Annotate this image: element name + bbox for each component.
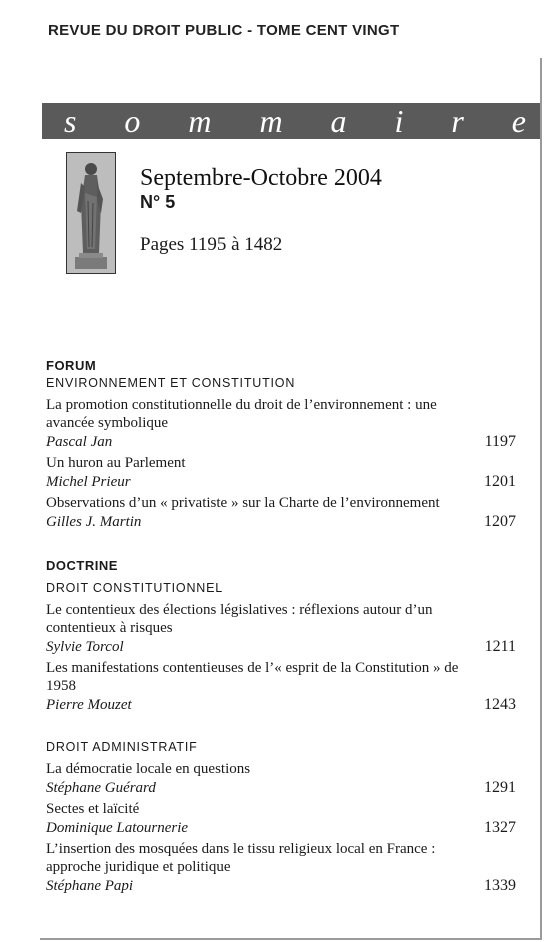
entry-meta — [46, 432, 516, 452]
entry-title: Le contentieux des élections législatives : réflexions autour d’un contentieux à risques — [46, 602, 433, 636]
entry-page: 1243 — [484, 696, 516, 713]
subsection-droit-administratif — [46, 739, 516, 896]
entry-meta — [46, 512, 516, 532]
entry-author: Sylvie Torcol — [46, 639, 124, 655]
issue-number: N° 5 — [140, 192, 176, 212]
entry-page: 1201 — [484, 473, 516, 490]
toc-entry[interactable] — [46, 601, 516, 657]
toc-entry[interactable] — [46, 840, 516, 896]
entry-title: L’insertion des mosquées dans le tissu religieux local en France : approche juridique et politique — [46, 841, 436, 875]
subsection-title: ENVIRONNEMENT ET CONSTITUTION — [46, 376, 296, 390]
entry-author: Dominique Latournerie — [46, 820, 189, 836]
entry-author: Stéphane Guérard — [46, 780, 156, 796]
banner-letter: o — [124, 103, 141, 139]
entry-title: Les manifestations contentieuses de l’« esprit de la Constitution » de 1958 — [46, 660, 459, 694]
entry-meta — [46, 695, 516, 715]
section-title: DOCTRINE — [46, 558, 118, 573]
entry-meta — [46, 778, 516, 798]
banner-letter: m — [188, 103, 212, 139]
entry-meta — [46, 876, 516, 896]
entry-page: 1339 — [484, 877, 516, 894]
entry-author: Pierre Mouzet — [46, 697, 132, 713]
banner-letter: s — [64, 103, 77, 139]
entry-meta — [46, 472, 516, 492]
banner-letter: m — [259, 103, 283, 139]
table-of-contents — [46, 358, 516, 922]
toc-entry[interactable] — [46, 659, 516, 715]
toc-entry[interactable] — [46, 760, 516, 798]
issue-pages: Pages 1195 à 1482 — [140, 234, 283, 255]
banner-letter: i — [394, 103, 404, 139]
entry-author: Gilles J. Martin — [46, 514, 142, 530]
statue-illustration — [66, 152, 116, 274]
subsection-title: DROIT CONSTITUTIONNEL — [46, 581, 223, 595]
subsection-title: DROIT ADMINISTRATIF — [46, 740, 198, 754]
entry-author: Michel Prieur — [46, 474, 131, 490]
section-title: FORUM — [46, 358, 97, 373]
section-doctrine — [46, 558, 516, 896]
entry-meta — [46, 818, 516, 838]
toc-entry[interactable] — [46, 396, 516, 452]
entry-page: 1211 — [484, 638, 516, 655]
entry-title: Observations d’un « privatiste » sur la Charte de l’environnement — [46, 495, 440, 511]
entry-meta — [46, 637, 516, 657]
toc-entry[interactable] — [46, 454, 516, 492]
entry-author: Pascal Jan — [46, 434, 113, 450]
entry-title: La promotion constitutionnelle du droit de l’environnement : une avancée symbolique — [46, 397, 437, 431]
entry-title: Un huron au Parlement — [46, 455, 186, 471]
subsection-droit-constitutionnel — [46, 580, 516, 715]
journal-title: REVUE DU DROIT PUBLIC - TOME CENT VINGT — [48, 22, 400, 39]
entry-page: 1291 — [484, 779, 516, 796]
banner-letter: r — [451, 103, 464, 139]
entry-page: 1327 — [484, 819, 516, 836]
banner-letter: a — [330, 103, 347, 139]
entry-page: 1207 — [484, 513, 516, 530]
banner-letter: e — [511, 103, 526, 139]
sommaire-banner — [42, 103, 540, 139]
toc-entry[interactable] — [46, 494, 516, 532]
toc-entry[interactable] — [46, 800, 516, 838]
entry-author: Stéphane Papi — [46, 878, 134, 894]
entry-page: 1197 — [484, 433, 516, 450]
entry-title: Sectes et laïcité — [46, 801, 140, 817]
section-forum — [46, 358, 516, 532]
entry-title: La démocratie locale en questions — [46, 761, 251, 777]
issue-date: Septembre-Octobre 2004 — [140, 165, 382, 191]
